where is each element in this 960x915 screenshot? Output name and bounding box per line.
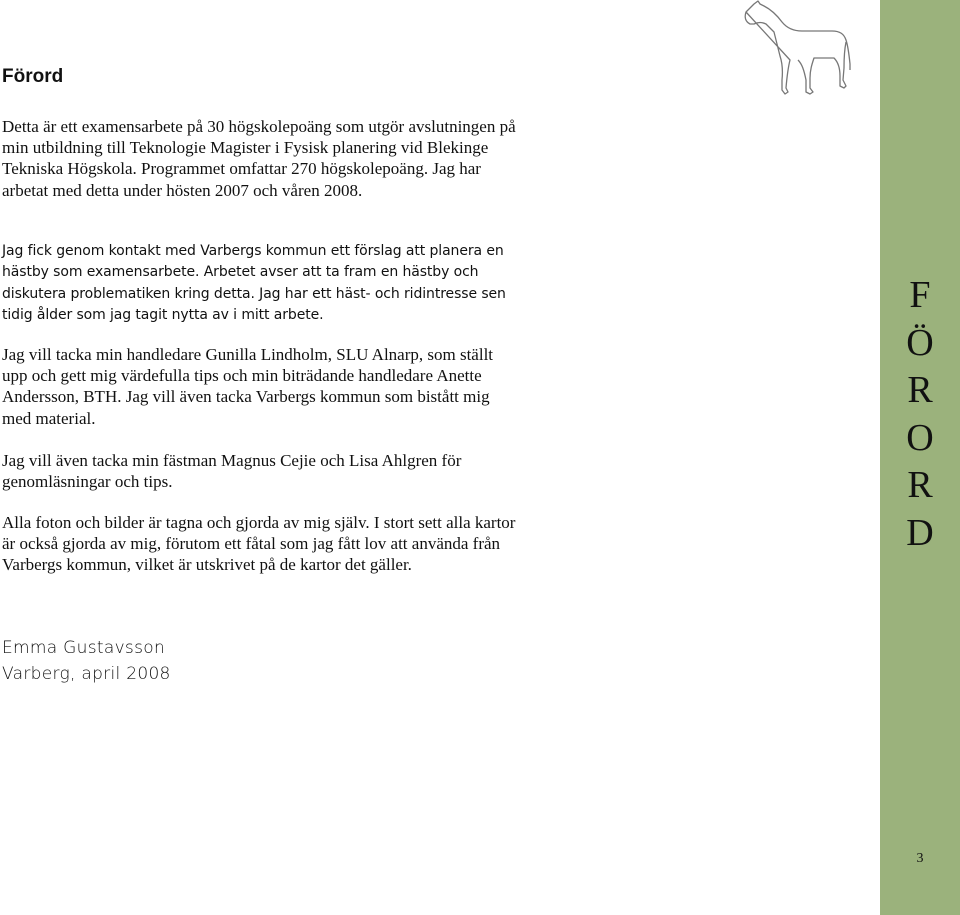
sidebar-title [880, 272, 960, 557]
sidebar-letter: O [906, 416, 934, 459]
paragraph-image-credits: Alla foton och bilder är tagna och gjorda av mig själv. I stort sett alla kartor är också gjorda av mig, förutom ett fåtal som jag fått lov att använda från Varbergs kommun, vilket är utskrivet på de kartor det gäller. [2, 513, 516, 575]
paragraph-thanks-proofreaders: Jag vill även tacka min fästman Magnus Cejie och Lisa Ahlgren för genomläsningar och tips. [2, 451, 462, 492]
sidebar [880, 0, 960, 915]
paragraph-background: Jag fick genom kontakt med Varbergs kommun ett förslag att planera en hästby som examensarbete. Arbetet avser att ta fram en hästby och diskutera problematiken kring detta. Jag har ett häst- och ridintresse sen tidig ålder som jag tagit nytta av i mitt arbete. [2, 243, 506, 323]
paragraph-intro: Detta är ett examensarbete på 30 högskolepoäng som utgör avslutningen på min utbildning till Teknologie Magister i Fysisk planering vid Blekinge Tekniska Högskola. Programmet omfattar 270 högskolepoäng. Jag har arbetat med detta under hösten 2007 och våren 2008. [2, 117, 516, 200]
paragraph-thanks-supervisors: Jag vill tacka min handledare Gunilla Lindholm, SLU Alnarp, som ställt upp och gett mig värdefulla tips och min biträdande handledare Anette Andersson, BTH. Jag vill även tacka Varbergs kommun som bistått mig med material. [2, 345, 494, 428]
signature-place-date: Varberg, april 2008 [2, 664, 171, 684]
horse-outline-icon [740, 0, 855, 98]
sidebar-letter: Ö [906, 321, 934, 364]
signature-name: Emma Gustavsson [2, 638, 166, 658]
sidebar-letter: D [906, 511, 934, 554]
page-number: 3 [916, 851, 924, 866]
sidebar-letter: F [909, 274, 931, 316]
page-title: Förord [2, 66, 64, 87]
signature [2, 635, 171, 687]
sidebar-letter: R [907, 369, 933, 411]
sidebar-letter: R [907, 464, 933, 506]
